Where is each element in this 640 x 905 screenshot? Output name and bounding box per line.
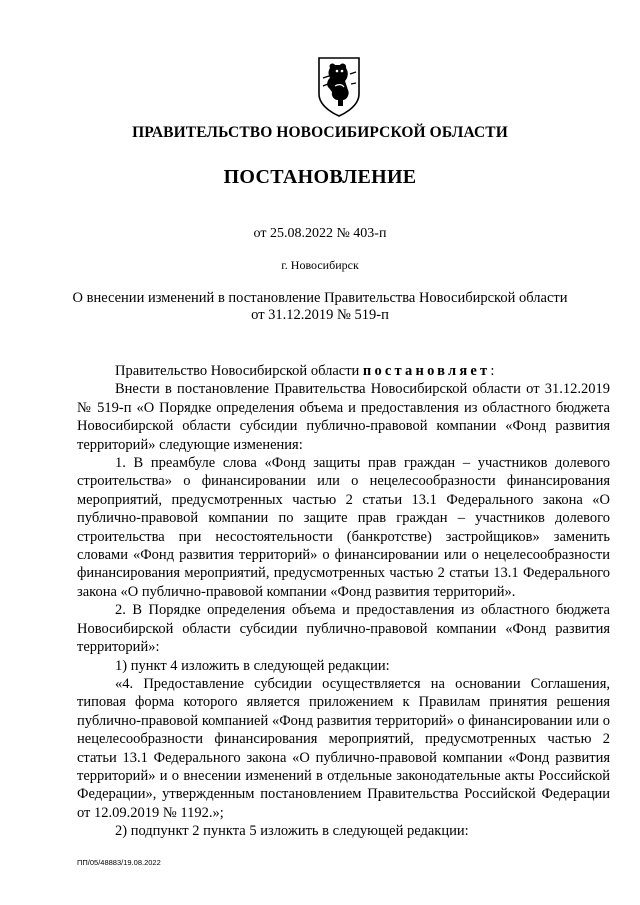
subject-line-2: от 31.12.2019 № 519-п [251, 307, 389, 323]
document-body [77, 362, 610, 841]
body-paragraph: «4. Предоставление субсидии осуществляется на основании Соглашения, типовая форма которого является приложением к Правилам принятия решения публично-правовой компанией «Фонд развития территорий» о финансировании или о нецелесообразности финансирования мероприятий, предусмотренных частью 2 статьи 13.1 Федерального закона «О публично-правовой компании «Фонд развития территорий» и о внесении изменений в отдельные законодательные акты Российской Федерации», утвержденным постановлением Правительства Российской Федерации от 12.09.2019 № 1192.»; [77, 675, 610, 821]
body-paragraph: Внести в постановление Правительства Новосибирской области от 31.12.2019 № 519-п «О Порядке определения объема и предоставления из областного бюджета Новосибирской области субсидии публично-правовой компании «Фонд развития территорий» следующие изменения: [77, 381, 610, 453]
body-paragraph: 2) подпункт 2 пункта 5 изложить в следующей редакции: [115, 823, 469, 840]
subject-line-1: О внесении изменений в постановление Правительства Новосибирской области [72, 290, 568, 306]
body-paragraph: 1. В преамбуле слова «Фонд защиты прав граждан – участников долевого строительства» о финансировании или о нецелесообразности финансирования мероприятий, предусмотренных частью 2 статьи 13.1 Федерального закона «О публично-правовой компании по защите прав граждан – участников долевого строительства при несостоятельности (банкротстве) застройщиков» заменить словами «Фонд развития территорий» о финансировании или о нецелесообразности финансирования мероприятий, предусмотренных частью 2 статьи 13.1 Федерального закона «О публично-правовой компании «Фонд развития территорий». [77, 455, 610, 600]
city-line: г. Новосибирск [281, 258, 359, 272]
intro-prefix: Правительство Новосибирской области [115, 363, 363, 379]
body-paragraph: 1) пункт 4 изложить в следующей редакции: [115, 657, 390, 674]
date-number-line: от 25.08.2022 № 403-п [253, 226, 387, 241]
document-subject [0, 290, 640, 324]
coat-of-arms-icon [316, 56, 362, 118]
body-paragraph: 2. В Порядке определения объема и предоставления из областного бюджета Новосибирской области субсидии публично-правовой компании «Фонд развития территорий»: [77, 602, 610, 656]
organization-title: ПРАВИТЕЛЬСТВО НОВОСИБИРСКОЙ ОБЛАСТИ [132, 124, 508, 141]
intro-suffix: : [490, 363, 495, 379]
document-code-footer: ПП/05/48883/19.08.2022 [77, 858, 161, 867]
intro-paragraph [77, 362, 610, 380]
document-type-title: ПОСТАНОВЛЕНИЕ [223, 166, 417, 188]
intro-keyword: постановляет [362, 363, 491, 379]
